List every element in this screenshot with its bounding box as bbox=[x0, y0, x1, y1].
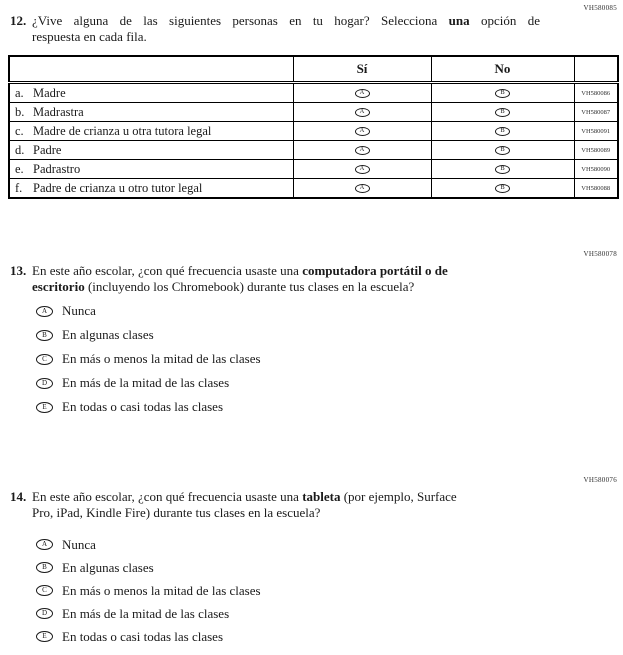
row-letter: c. bbox=[15, 123, 24, 138]
question-13-text bbox=[32, 263, 522, 295]
option-label: En más de la mitad de las clases bbox=[62, 375, 230, 390]
option-bubble-a[interactable] bbox=[36, 306, 53, 317]
option-row bbox=[36, 299, 261, 323]
option-bubble-d[interactable] bbox=[36, 608, 53, 619]
question-12-line1-pre: ¿Vive alguna de las siguientes personas en tu hogar? Selecciona bbox=[32, 13, 449, 28]
option-row bbox=[36, 625, 261, 648]
question-13-options bbox=[36, 299, 261, 419]
row-letter: f. bbox=[15, 180, 23, 195]
bubble-letter: E bbox=[42, 402, 47, 411]
answer-bubble-si[interactable] bbox=[355, 165, 370, 174]
table-row bbox=[9, 103, 618, 122]
answer-bubble-si[interactable] bbox=[355, 108, 370, 117]
option-row bbox=[36, 579, 261, 602]
answer-bubble-si[interactable] bbox=[355, 146, 370, 155]
bubble-letter: C bbox=[42, 354, 47, 363]
bubble-letter: A bbox=[359, 127, 365, 135]
option-bubble-a[interactable] bbox=[36, 539, 53, 550]
option-bubble-e[interactable] bbox=[36, 631, 53, 642]
bubble-letter: A bbox=[359, 108, 365, 116]
question-13-line1 bbox=[32, 263, 522, 279]
question-14-line1 bbox=[32, 489, 522, 505]
bubble-letter: A bbox=[359, 146, 365, 154]
table-header-blank bbox=[9, 56, 293, 83]
question-13-line2-bold: escritorio bbox=[32, 279, 85, 294]
option-row bbox=[36, 556, 261, 579]
row-label: Padre de crianza u otro tutor legal bbox=[33, 180, 203, 195]
table-header-code-blank bbox=[574, 56, 618, 83]
answer-bubble-no[interactable] bbox=[495, 184, 510, 193]
question-14-number: 14. bbox=[10, 489, 27, 504]
answer-bubble-no[interactable] bbox=[495, 89, 510, 98]
question-12-answer-table bbox=[8, 55, 619, 199]
question-14-line1-post: (por ejemplo, Surface bbox=[340, 489, 457, 504]
question-13-accession-code: VH580078 bbox=[583, 250, 617, 258]
question-12-line1 bbox=[32, 13, 540, 29]
question-14-options bbox=[36, 533, 261, 648]
option-bubble-d[interactable] bbox=[36, 378, 53, 389]
bubble-letter: B bbox=[500, 184, 505, 192]
row-accession-code: VH580090 bbox=[574, 160, 618, 179]
table-row bbox=[9, 179, 618, 199]
answer-bubble-si[interactable] bbox=[355, 89, 370, 98]
row-label: Padre bbox=[33, 142, 62, 157]
bubble-letter: D bbox=[41, 378, 48, 387]
bubble-letter: A bbox=[41, 306, 48, 315]
table-row bbox=[9, 122, 618, 141]
answer-bubble-no[interactable] bbox=[495, 165, 510, 174]
row-letter: b. bbox=[15, 104, 25, 119]
question-13 bbox=[10, 263, 522, 295]
answer-bubble-si[interactable] bbox=[355, 127, 370, 136]
option-row bbox=[36, 371, 261, 395]
option-row bbox=[36, 347, 261, 371]
bubble-letter: B bbox=[42, 330, 47, 339]
option-label: Nunca bbox=[62, 536, 96, 552]
table-header-no: No bbox=[431, 56, 574, 83]
bubble-letter: A bbox=[359, 165, 365, 173]
option-bubble-e[interactable] bbox=[36, 402, 53, 413]
question-14-accession-code: VH580076 bbox=[583, 476, 617, 484]
option-label: En algunas clases bbox=[62, 327, 154, 342]
question-13-line1-bold: computadora portátil o de bbox=[302, 263, 448, 278]
row-letter: e. bbox=[15, 161, 24, 176]
question-13-number: 13. bbox=[10, 263, 27, 278]
question-14 bbox=[10, 489, 522, 521]
row-accession-code: VH580091 bbox=[574, 122, 618, 141]
question-12-number: 12. bbox=[10, 13, 27, 28]
option-label: En todas o casi todas las clases bbox=[62, 628, 224, 644]
bubble-letter: B bbox=[500, 127, 505, 135]
row-label: Madre bbox=[33, 85, 66, 100]
table-row bbox=[9, 160, 618, 179]
question-14-line1-pre: En este año escolar, ¿con qué frecuencia usaste una bbox=[32, 489, 303, 504]
row-letter: a. bbox=[15, 85, 24, 100]
question-13-line2 bbox=[32, 279, 522, 295]
table-header-row bbox=[9, 56, 618, 83]
option-row bbox=[36, 395, 261, 419]
option-label: Nunca bbox=[62, 303, 96, 318]
bubble-letter: A bbox=[359, 184, 365, 192]
option-row bbox=[36, 323, 261, 347]
bubble-letter: A bbox=[359, 89, 365, 97]
option-label: En más o menos la mitad de las clases bbox=[62, 582, 261, 598]
answer-bubble-no[interactable] bbox=[495, 127, 510, 136]
question-12-line1-bold: una bbox=[448, 13, 470, 28]
option-bubble-c[interactable] bbox=[36, 585, 53, 596]
row-label: Padrastro bbox=[33, 161, 81, 176]
option-bubble-b[interactable] bbox=[36, 562, 53, 573]
row-accession-code: VH580086 bbox=[574, 83, 618, 103]
table-row bbox=[9, 141, 618, 160]
bubble-letter: E bbox=[42, 632, 47, 640]
option-row bbox=[36, 533, 261, 556]
question-13-line1-pre: En este año escolar, ¿con qué frecuencia usaste una bbox=[32, 263, 303, 278]
bubble-letter: B bbox=[500, 108, 505, 116]
row-label: Madre de crianza u otra tutora legal bbox=[33, 123, 212, 138]
question-14-text bbox=[32, 489, 522, 521]
bubble-letter: A bbox=[41, 540, 48, 548]
row-accession-code: VH580088 bbox=[574, 179, 618, 199]
bubble-letter: C bbox=[42, 586, 47, 594]
question-12-line1-post: opción de bbox=[469, 13, 540, 28]
answer-bubble-no[interactable] bbox=[495, 146, 510, 155]
row-accession-code: VH580089 bbox=[574, 141, 618, 160]
answer-bubble-no[interactable] bbox=[495, 108, 510, 117]
option-row bbox=[36, 602, 261, 625]
table-header-si: Sí bbox=[293, 56, 431, 83]
question-14-line1-bold: tableta bbox=[302, 489, 341, 504]
bubble-letter: B bbox=[500, 146, 505, 154]
option-label: En todas o casi todas las clases bbox=[62, 399, 224, 414]
bubble-letter: D bbox=[41, 609, 48, 617]
option-bubble-c[interactable] bbox=[36, 354, 53, 365]
row-accession-code: VH580087 bbox=[574, 103, 618, 122]
question-14-line2: Pro, iPad, Kindle Fire) durante tus clases en la escuela? bbox=[32, 505, 321, 520]
question-12-text bbox=[32, 13, 540, 45]
option-label: En algunas clases bbox=[62, 559, 154, 575]
option-bubble-b[interactable] bbox=[36, 330, 53, 341]
row-letter: d. bbox=[15, 142, 25, 157]
question-12-accession-code: VH580085 bbox=[583, 4, 617, 12]
row-label: Madrastra bbox=[33, 104, 84, 119]
bubble-letter: B bbox=[500, 89, 505, 97]
question-12-line2: respuesta en cada fila. bbox=[32, 29, 147, 44]
bubble-letter: B bbox=[42, 563, 47, 571]
bubble-letter: B bbox=[500, 165, 505, 173]
question-12 bbox=[10, 13, 540, 45]
table-row bbox=[9, 83, 618, 103]
answer-bubble-si[interactable] bbox=[355, 184, 370, 193]
question-13-line2-post: (incluyendo los Chromebook) durante tus clases en la escuela? bbox=[84, 279, 415, 294]
option-label: En más o menos la mitad de las clases bbox=[62, 351, 261, 366]
option-label: En más de la mitad de las clases bbox=[62, 605, 230, 621]
